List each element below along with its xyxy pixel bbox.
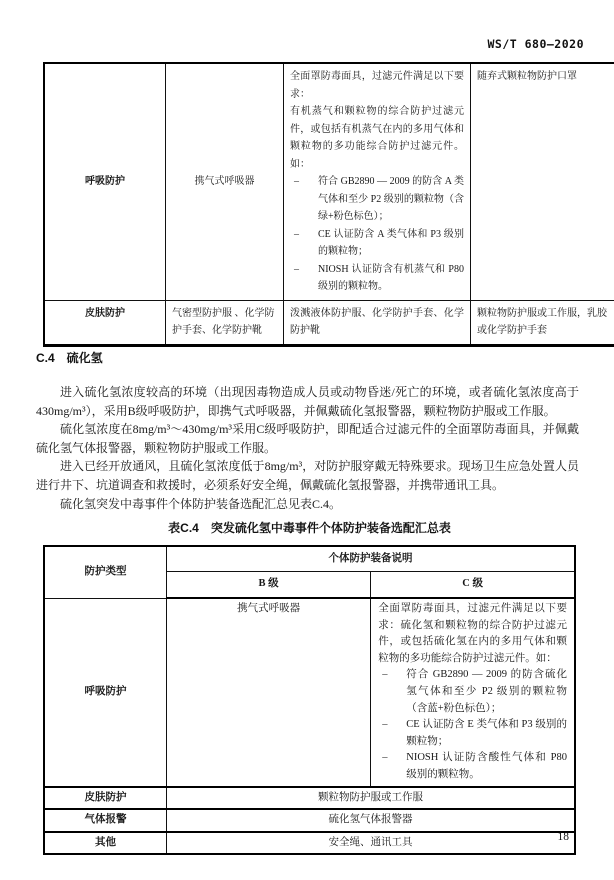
cell-level-c [284,63,471,300]
table-header-row [44,546,575,572]
dash-bullet: – [294,176,299,187]
table-c4 [43,545,576,855]
section-heading-c4: C.4 硫化氢 [36,351,103,365]
level-c-intro: 全面罩防毒面具，过滤元件满足以下要求： [290,71,464,100]
cell-level-b: 携气式呼吸器 [166,63,284,300]
header-level-c: C 级 [371,572,575,599]
list-item-text: 符合 GB2890 — 2009 的防含硫化氢气体和至少 P2 级别的颗粒物（含蓝+粉色标色）； [406,669,567,714]
list-item-text: NIOSH 认证防含酸性气体和 P80 级别的颗粒物。 [406,752,567,780]
cell-value: 硫化氢气体报警器 [167,809,576,832]
level-c-body: 有机蒸气和颗粒物的综合防护过滤元件，或包括有机蒸气在内的多用气体和颗粒物的多功能综合防护过滤元件。如： [290,106,464,170]
list-item [378,717,567,750]
list-item [290,261,464,296]
table-row [44,787,575,810]
page-number: 18 [557,831,569,843]
cell-protection-type: 气体报警 [44,809,167,832]
standard-number: WS/T 680—2020 [487,37,584,51]
table-c4-caption: 表C.4 突发硫化氢中毒事件个体防护装备选配汇总表 [168,521,451,535]
table-row [44,809,575,832]
cell-level-d: 颗粒物防护服或工作服，乳胶或化学防护手套 [471,300,614,345]
cell-level-c: 泼溅液体防护服、化学防护手套、化学防护靴 [284,300,471,345]
cell-level-b: 气密型防护服 、化学防护手套、化学防护靴 [166,300,284,345]
dash-bullet: – [382,752,388,764]
list-item-text: NIOSH 认证防含有机蒸气和 P80 级别的颗粒物。 [318,263,464,292]
header-level-b: B 级 [167,572,371,599]
cell-protection-type: 呼吸防护 [44,598,167,787]
cell-protection-type: 皮肤防护 [44,300,166,345]
level-c-intro: 全面罩防毒面具，过滤元件满足以下要求：硫化氢和颗粒物的综合防护过滤元件，或包括硫化氢在内的多用气体和颗粒物的多功能综合防护过滤元件。如： [378,603,567,664]
cell-level-b: 携气式呼吸器 [167,598,371,787]
table-row [44,300,614,345]
header-protection-type: 防护类型 [44,546,167,598]
paragraph: 进入已经开放通风，且硫化氢浓度低于8mg/m³，对防护服穿戴无特殊要求。现场卫生应急处置人员进行井下、坑道调查和救援时，必须系好安全绳，佩戴硫化氢报警器，并携带通讯工具。 [36,459,579,492]
cell-level-c [371,598,575,787]
level-c-bullet-list [378,667,567,783]
level-c-bullet-list [290,173,464,296]
list-item [290,226,464,261]
paragraph: 硫化氢突发中毒事件个体防护装备选配汇总见表C.4。 [60,496,342,511]
list-item-text: CE 认证防含 A 类气体和 P3 级别的颗粒物； [318,228,464,257]
cell-level-d: 随弃式颗粒物防护口罩 [471,63,614,300]
cell-protection-type: 呼吸防护 [44,63,166,300]
table-row [44,832,575,855]
dash-bullet: – [294,228,299,240]
paragraph: 硫化氢浓度在8mg/m³～430mg/m³采用C级呼吸防护，即配适合过滤元件的全面罩防毒面具，并佩戴硫化氢气体报警器，颗粒物防护服或工作服。 [36,422,579,455]
cell-protection-type: 皮肤防护 [44,787,167,810]
cell-protection-type: 其他 [44,832,167,855]
dash-bullet: – [294,263,299,275]
header-equipment-description: 个体防护装备说明 [167,546,576,572]
table-row [44,63,614,300]
section-body [36,383,579,513]
dash-bullet: – [382,669,388,681]
cell-value: 颗粒物防护服或工作服 [167,787,576,810]
list-item-text: CE 认证防含 E 类气体和 P3 级别的颗粒物； [406,719,567,747]
list-item [290,173,464,226]
table-row [44,598,575,787]
list-item [378,750,567,783]
cell-value: 安全绳、通讯工具 [167,832,576,855]
list-item-text: 符合 GB2890 — 2009 的防含 A 类气体和至少 P2 级别的颗粒物（含绿+粉色标色）； [318,176,464,222]
dash-bullet: – [382,719,388,731]
paragraph: 进入硫化氢浓度较高的环境（出现因毒物造成人员或动物昏迷/死亡的环境，或者硫化氢浓度高于430mg/m³），采用B级呼吸防护，即携气式呼吸器，并佩戴硫化氢报警器，颗粒物防护服或工作服。 [36,385,579,418]
table-continued-protective-equipment [43,62,614,347]
list-item [378,667,567,717]
